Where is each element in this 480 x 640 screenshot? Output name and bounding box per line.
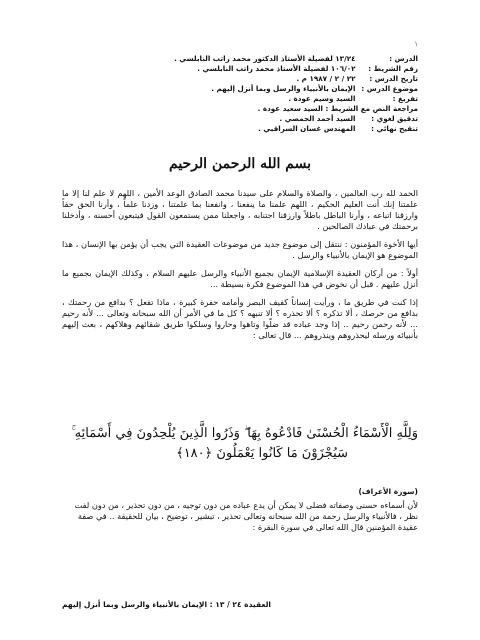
quran-line: وَلِلَّهِ الْأَسْمَاءُ الْحُسْنَىٰ فَادْعُوهُ بِهَا ۖ وَذَرُوا الَّذِينَ يُلْحِدُونَ فِي أَسْمَائِهِ ۚ bbox=[71, 426, 418, 441]
basmala-heading: بسم الله الرحمن الرحيم bbox=[169, 156, 311, 172]
paragraph: إذا كنت في طريق ما ، ورأيت إنساناً كفيف البصر وأمامه حفرة كبيرة ، ماذا تفعل ؟ بدافع من رحمتك ، بدافع من حرصك ، ألا تذكره ؟ ألا تحذره ؟ ألا تنبهه ؟ كل ما في الأمر أن الله سبحانه وتعالى ... لأنه رحيم ... لأنه رحمن رحيم .. إذا وجد عباده قد ضلّوا وتاهوا وحاروا وسلكوا طريق شقائهم وهلاكهم ، بعث إليهم بأنبيائه ورسله ليحذروهم وينذروهم ... قال تعالى : bbox=[62, 297, 418, 340]
lesson-header bbox=[118, 54, 418, 134]
header-value: ٢٢ / ٢ / ١٩٨٧ م . bbox=[296, 74, 356, 83]
header-value: الإيمان بالأنبياء والرسل وبما أنزل إليهم . bbox=[211, 84, 356, 93]
page-footer: العقيدة ٢٤ / ١٣ : الإيمان بالأنبياء والرسل وبما أنزل إليهم bbox=[62, 600, 271, 609]
header-value: ١٣/٢٤ لفضيلة الأستاذ الدكتور محمد راتب النابلسي . bbox=[174, 54, 356, 63]
header-row bbox=[118, 104, 418, 114]
header-label: تنقيح نهائي : bbox=[371, 124, 418, 133]
page-mark: ١ bbox=[414, 40, 418, 48]
header-label: تفريغ : bbox=[392, 94, 418, 103]
header-value: ١٠٦/٠٢ لفضيلة الأستاذ محمد راتب النابلسي . bbox=[197, 64, 356, 73]
header-value: السيد وسيم عودة . bbox=[288, 94, 356, 103]
quran-verse bbox=[62, 424, 418, 464]
header-row bbox=[118, 94, 418, 104]
header-label: رقم الشريط : bbox=[368, 64, 418, 73]
header-value: السيد سعيد عودة . bbox=[257, 104, 323, 113]
quran-line: سَيُجْزَوْنَ مَا كَانُوا يَعْمَلُونَ ﴿١٨٠﴾ bbox=[176, 446, 348, 461]
header-label: مراجعة النص مع الشريط : bbox=[325, 104, 418, 113]
header-row bbox=[118, 74, 418, 84]
paragraph: لأن أسماءه حسنى وصفاته فضلى لا يمكن أن يدع عباده من دون توجيه ، من دون تحذير ، من دون لفت نظر ، فالأنبياء والرسل رحمة من الله سبحانه وتعالى تحذير ، تبشير ، توضيح ، بيان للحقيقة .. في صفة عقيدة المؤمنين قال الله تعالى في سورة البقرة : bbox=[74, 500, 418, 532]
paragraph: أيها الأخوة المؤمنون : ننتقل إلى موضوع جديد من موضوعات العقيدة التي يجب أن يؤمن بها الإنسان ، هذا الموضوع هو الإيمان بالأنبياء والرسل . bbox=[62, 239, 418, 260]
header-row bbox=[118, 64, 418, 74]
header-label: موضوع الدرس : bbox=[361, 84, 418, 93]
header-label: الدرس : bbox=[389, 54, 418, 63]
header-row bbox=[118, 124, 418, 134]
paragraph: أولاً : من أركان العقيدة الإسلامية الإيمان بجميع الأنبياء والرسل عليهم السلام ، وكذلك الإيمان بجميع ما أنزل عليهم . قبل أن نخوض في هذا الموضوع فكرة بسيطة ... bbox=[62, 268, 418, 289]
header-row bbox=[118, 114, 418, 124]
header-value: السيد أحمد الحمصي . bbox=[279, 114, 356, 123]
paragraph: الحمد لله رب العالمين ، والصلاة والسلام على سيدنا محمد الصادق الوعد الأمين ، اللهم لا علم لنا إلا ما علمتنا إنك أنت العليم الحكيم ، اللهم علمنا ما ينفعنا ، وانفعنا بما علمتنا ، وزدنا علماً ، وأرنا الحق حقاً وارزقنا اتباعه ، وأرنا الباطل باطلاً وارزقنا اجتنابه ، واجعلنا ممن يستمعون القول فيتبعون أحسنه ، وأدخلنا برحمتك في عبادك الصالحين . bbox=[62, 188, 418, 231]
header-row bbox=[118, 54, 418, 64]
surah-reference: (سورة الأعراف) bbox=[358, 487, 418, 496]
header-label: تاريخ الدرس : bbox=[369, 74, 418, 83]
header-row bbox=[118, 84, 418, 94]
header-label: تدقيق لغوي : bbox=[371, 114, 418, 123]
header-value: المهندس غسان السراقبي . bbox=[258, 124, 356, 133]
body-text bbox=[62, 188, 418, 348]
